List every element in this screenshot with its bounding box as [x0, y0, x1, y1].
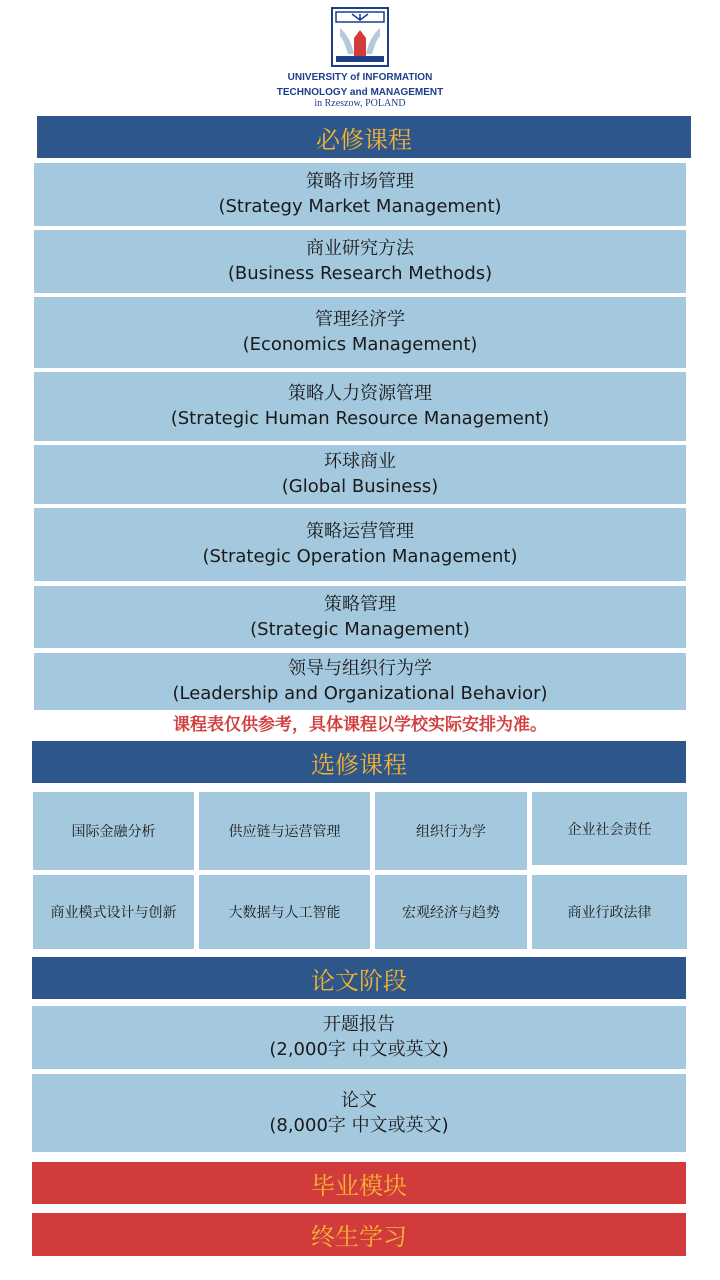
thesis-item-proposal — [32, 1006, 686, 1069]
logo-line-2: TECHNOLOGY and MANAGEMENT — [276, 87, 444, 98]
thesis-stage-header: 论文阶段 — [32, 957, 686, 999]
elective-course-4: 企业社会责任 — [532, 792, 687, 865]
elective-course-6: 大数据与人工智能 — [199, 875, 370, 949]
course-en: (Business Research Methods) — [227, 263, 493, 284]
course-zh: 环球商业 — [324, 451, 396, 472]
elective-course-1: 国际金融分析 — [33, 792, 194, 870]
elective-course-7: 宏观经济与趋势 — [375, 875, 527, 949]
course-en: (Strategic Human Resource Management) — [170, 408, 550, 429]
elective-course-8: 商业行政法律 — [532, 875, 687, 949]
course-zh: 策略管理 — [324, 593, 396, 615]
course-en: (Economics Management) — [242, 334, 478, 355]
elective-course-3: 组织行为学 — [375, 792, 527, 870]
thesis-item-paper — [32, 1074, 686, 1152]
course-en: (Strategy Market Management) — [218, 196, 502, 217]
required-course-3 — [34, 297, 686, 368]
required-course-1 — [34, 163, 686, 226]
course-zh: 领导与组织行为学 — [288, 658, 432, 679]
required-course-6 — [34, 508, 686, 581]
required-course-7 — [34, 586, 686, 648]
thesis-en: (8,000字 中文或英文) — [269, 1114, 449, 1136]
required-course-4 — [34, 372, 686, 441]
schedule-note: 课程表仅供参考，具体课程以学校实际安排为准。 — [173, 715, 547, 735]
required-course-8 — [34, 653, 686, 710]
thesis-en: (2,000字 中文或英文) — [269, 1039, 449, 1060]
course-en: (Strategic Operation Management) — [202, 546, 518, 567]
course-zh: 管理经济学 — [315, 309, 405, 330]
crest-icon — [330, 6, 390, 68]
course-en: (Leadership and Organizational Behavior) — [172, 683, 548, 704]
thesis-zh: 论文 — [341, 1089, 377, 1111]
course-zh: 策略人力资源管理 — [288, 383, 432, 404]
course-en: (Global Business) — [281, 476, 439, 497]
course-zh: 策略市场管理 — [306, 171, 414, 192]
lifelong-learning-bar: 终生学习 — [32, 1213, 686, 1256]
required-course-2 — [34, 230, 686, 293]
logo-line-3: in Rzeszow, POLAND — [314, 98, 406, 109]
logo-line-1: UNIVERSITY of INFORMATION — [287, 72, 433, 83]
required-courses-header: 必修课程 — [37, 116, 691, 158]
course-en: (Strategic Management) — [250, 618, 470, 640]
university-logo — [0, 6, 720, 109]
elective-courses-header: 选修课程 — [32, 741, 686, 783]
thesis-zh: 开题报告 — [323, 1014, 395, 1035]
course-zh: 策略运营管理 — [306, 521, 414, 542]
elective-course-5: 商业模式设计与创新 — [33, 875, 194, 949]
required-course-5 — [34, 445, 686, 504]
elective-course-2: 供应链与运营管理 — [199, 792, 370, 870]
graduation-module-bar: 毕业模块 — [32, 1162, 686, 1204]
course-zh: 商业研究方法 — [306, 238, 414, 259]
